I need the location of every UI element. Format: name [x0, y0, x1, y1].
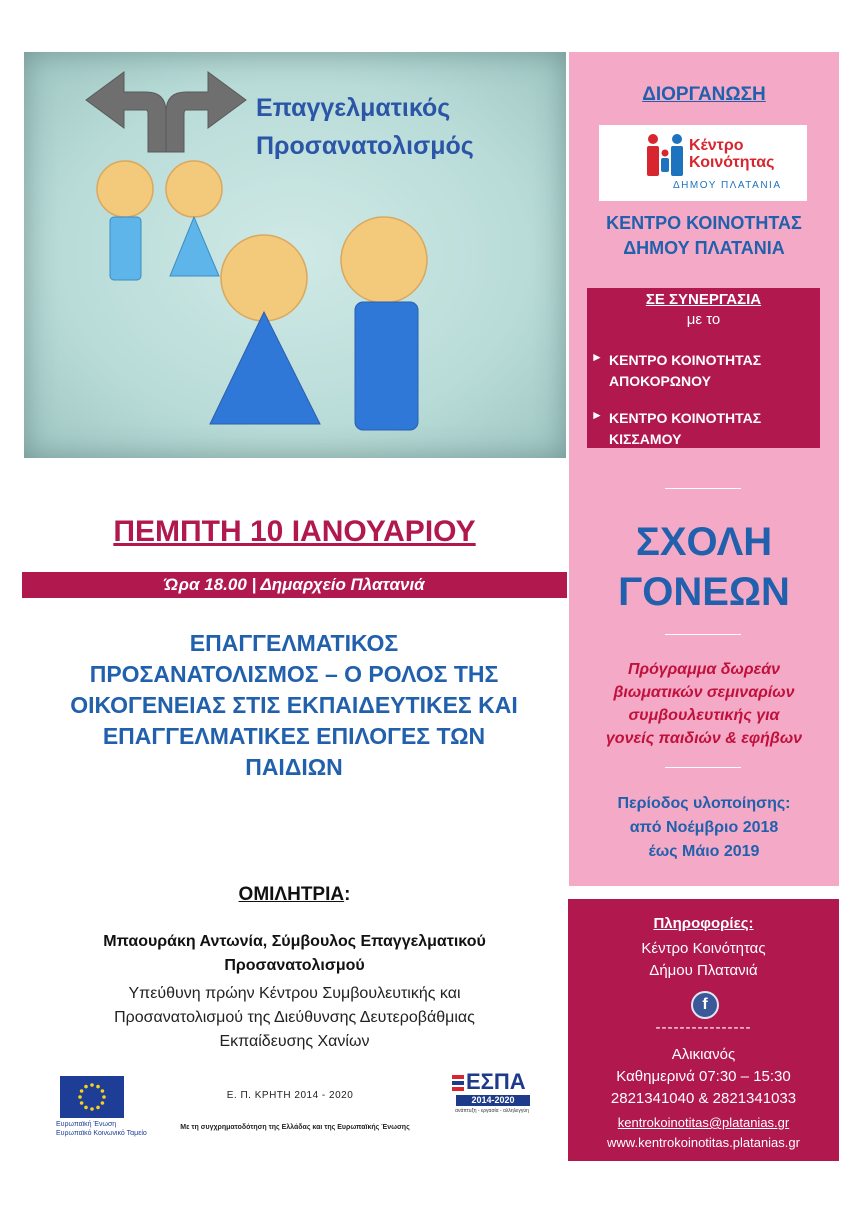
speaker-role-line1: Υπεύθυνη πρώην Κέντρου Συμβουλευτικής και [128, 985, 461, 1002]
eu-stars-icon [60, 1076, 124, 1118]
info-email-link[interactable]: kentrokoinotitas@platanias.gr [617, 1115, 790, 1130]
divider [665, 488, 741, 489]
partner-item-line1: ΚΕΝΤΡΟ ΚΟΙΝΟΤΗΤΑΣ [609, 352, 762, 368]
hero-illustration [24, 52, 566, 458]
partner-item-line1: ΚΕΝΤΡΟ ΚΟΙΝΟΤΗΤΑΣ [609, 410, 762, 426]
program-line3: συμβουλευτικής για [628, 707, 780, 724]
info-web-link[interactable]: www.kentrokoinotitas.platanias.gr [607, 1135, 800, 1150]
info-heading: Πληροφορίες: [653, 915, 754, 932]
program-line4: γονείς παιδιών & εφήβων [605, 730, 803, 747]
speaker-name [22, 930, 567, 978]
espa-tagline: ανάπτυξη - εργασία - αλληλεγγύη [455, 1108, 529, 1114]
espa-logo-icon [452, 1069, 532, 1117]
time-place-text: Ώρα 18.00 | Δημαρχείο Πλατανιά [164, 575, 425, 594]
info-center-name [568, 938, 839, 982]
period-line2: από Νοέμβριο 2018 [629, 819, 779, 836]
partner-item-line2: ΚΙΣΣΑΜΟΥ [609, 431, 682, 447]
event-date [22, 515, 567, 549]
bullet-arrow-icon: ► [591, 350, 603, 364]
speaker-label-colon: : [344, 884, 351, 905]
topic-line5: ΠΑΙΔΙΩΝ [245, 754, 343, 780]
program-line2: βιωματικών σεμιναρίων [613, 684, 795, 701]
speaker-name-line2: Προσανατολισμού [224, 957, 365, 974]
speaker-role-line3: Εκπαίδευσης Χανίων [219, 1033, 370, 1050]
divider [665, 634, 741, 635]
info-line1: Κέντρο Κοινότητας [641, 940, 766, 957]
topic-line2: ΠΡΟΣΑΝΑΤΟΛΙΣΜΟΣ – Ο ΡΟΛΟΣ ΤΗΣ [89, 661, 499, 687]
speaker-label [22, 884, 567, 906]
organizer-name-line1: ΚΕΝΤΡΟ ΚΟΙΝΟΤΗΤΑΣ [606, 213, 802, 233]
period-line3: έως Μάιο 2019 [648, 843, 760, 860]
eu-caption-line1: Ευρωπαϊκή Ένωση [56, 1121, 117, 1128]
partners-heading: ΣΕ ΣΥΝΕΡΓΑΣΙΑ [645, 291, 762, 308]
school-title-line2: ΓΟΝΕΩΝ [618, 570, 790, 614]
topic-line1: ΕΠΑΓΓΕΛΜΑΤΙΚΟΣ [189, 630, 399, 656]
program-description [569, 658, 839, 750]
info-links [568, 1113, 839, 1153]
family-logo-icon [643, 133, 687, 181]
time-place-band [22, 572, 567, 598]
speaker-label-text: ΟΜΙΛΗΤΡΙΑ [238, 884, 345, 905]
info-phones: 2821341040 & 2821341033 [610, 1090, 797, 1107]
info-place: Αλικιανός [671, 1046, 736, 1063]
info-hours: Καθημερινά 07:30 – 15:30 [616, 1068, 791, 1085]
logo-text-line1: Κέντρο [689, 137, 744, 154]
event-date-text: ΠΕΜΠΤΗ 10 ΙΑΝΟΥΑΡΙΟΥ [113, 515, 476, 548]
info-dashes: ---------------- [655, 1019, 752, 1036]
speaker-role-line2: Προσανατολισμού της Διεύθυνσης Δευτεροβάθμιας [114, 1009, 475, 1026]
info-box [568, 899, 839, 1161]
speaker-role [22, 982, 567, 1054]
organizer-name-line2: ΔΗΜΟΥ ΠΛΑΤΑΝΙΑ [623, 238, 785, 258]
logo-text-line2: Κοινότητας [689, 154, 775, 171]
hero-title-line2: Προσανατολισμός [256, 132, 474, 160]
divider [665, 767, 741, 768]
school-title [569, 517, 839, 617]
school-title-line1: ΣΧΟΛΗ [635, 520, 773, 564]
speaker-name-line1: Μπαουράκη Αντωνία, Σύμβουλος Επαγγελματικού [103, 933, 486, 950]
partners-box [587, 288, 820, 448]
espa-years: 2014-2020 [456, 1095, 530, 1106]
topic-title [16, 628, 572, 783]
partner-item [609, 350, 761, 392]
bullet-arrow-icon: ► [591, 408, 603, 422]
partner-item [609, 408, 761, 450]
eu-flag-icon [60, 1076, 124, 1118]
info-line2: Δήμου Πλατανιά [649, 962, 758, 979]
organizer-heading: ΔΙΟΡΓΑΝΩΣΗ [642, 84, 766, 105]
implementation-period [569, 792, 839, 864]
espa-bar [452, 1081, 464, 1085]
partners-sub: με το [686, 311, 721, 328]
community-center-logo [599, 125, 807, 201]
info-contact [568, 1044, 839, 1110]
partner-item-line2: ΑΠΟΚΟΡΩΝΟΥ [609, 373, 711, 389]
hero-title-line1: Επαγγελματικός [256, 94, 451, 122]
facebook-icon[interactable]: f [691, 991, 719, 1019]
topic-line4: ΕΠΑΓΓΕΛΜΑΤΙΚΕΣ ΕΠΙΛΟΓΕΣ ΤΩΝ [102, 723, 486, 749]
cofund-caption: Με τη συγχρηματοδότηση της Ελλάδας και της Ευρωπαϊκής Ένωσης [180, 1124, 410, 1131]
period-line1: Περίοδος υλοποίησης: [617, 795, 791, 812]
espa-bar [452, 1087, 464, 1091]
program-line1: Πρόγραμμα δωρεάν [627, 661, 781, 678]
eu-caption-line2: Ευρωπαϊκό Κοινωνικό Ταμείο [56, 1130, 147, 1137]
logo-subtext: ΔΗΜΟΥ ΠΛΑΤΑΝΙΑ [673, 180, 782, 191]
program-caption: Ε. Π. ΚΡΗΤΗ 2014 - 2020 [226, 1090, 354, 1101]
espa-bar [452, 1075, 464, 1079]
espa-text: ΕΣΠΑ [466, 1069, 526, 1094]
topic-line3: ΟΙΚΟΓΕΝΕΙΑΣ ΣΤΙΣ ΕΚΠΑΙΔΕΥΤΙΚΕΣ ΚΑΙ [70, 692, 518, 718]
organizer-name [569, 211, 839, 261]
